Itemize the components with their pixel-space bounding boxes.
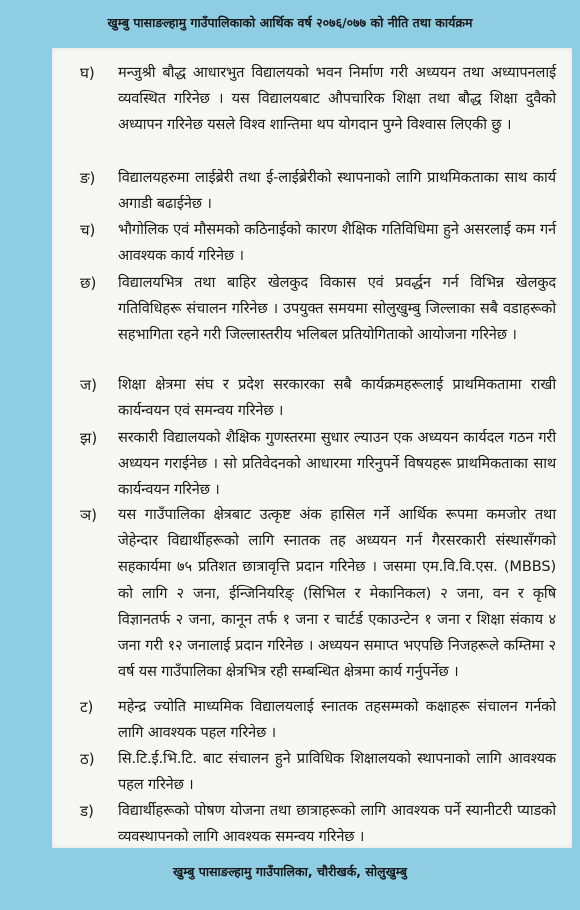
item-marker: ङ) bbox=[80, 169, 96, 187]
item-text: विद्यार्थीहरूको पोषण योजना तथा छात्राहरूको लागि आवश्यक पर्ने स्यानीटरी प्याडको व्यवस्थापनको लागि आवश्यक समन्वय गरिनेछ । bbox=[118, 802, 556, 846]
item-marker: छ) bbox=[80, 274, 97, 292]
item-marker: च) bbox=[80, 221, 96, 239]
item-marker: ठ) bbox=[80, 750, 95, 768]
item-marker: झ) bbox=[80, 429, 98, 447]
item-text: सरकारी विद्यालयको शैक्षिक गुणस्तरमा सुधार ल्याउन एक अध्ययन कार्यदल गठन गरी अध्ययन गराईनेछ । सो प्रतिवेदनको आधारमा गरिनुपर्ने विषयहरू प्राथमिकताका साथ कार्यन्वयन गरिनेछ । bbox=[118, 429, 556, 499]
item-text: भौगोलिक एवं मौसमको कठिनाईको कारण शैक्षिक गतिविधिमा हुने असरलाई कम गर्न आवश्यक कार्य गरिनेछ । bbox=[118, 221, 556, 265]
item-text: विद्यालयभित्र तथा बाहिर खेलकुद विकास एवं प्रवर्द्धन गर्न विभिन्न खेलकुद गतिविधिहरू संचालन गरिनेछ । उपयुक्त समयमा सोलुखुम्बु जिल्लाका सबै वडाहरूको सहभागिता रहने गरी जिल्लास्तरीय भलिबल प्रतियोगिताको आयोजना गरिनेछ । bbox=[118, 274, 556, 344]
header-title: खुम्बु पासाङल्हामु गाउँपालिकाको आर्थिक वर्ष २०७६/०७७ को नीति तथा कार्यक्रम bbox=[107, 14, 473, 30]
item-marker: ड) bbox=[80, 802, 94, 820]
item-text: विद्यालयहरुमा लाईब्रेरी तथा ई-लाईब्रेरीको स्थापनाको लागि प्राथमिकताका साथ कार्य अगाडी बढाईनेछ । bbox=[118, 169, 556, 213]
item-marker: ज) bbox=[80, 376, 97, 394]
item-text: शिक्षा क्षेत्रमा संघ र प्रदेश सरकारका सबै कार्यक्रमहरूलाई प्राथमिकतामा राखी कार्यन्वयन एवं समन्वय गरिनेछ । bbox=[118, 376, 556, 420]
page-footer bbox=[0, 856, 580, 886]
item-text: सि.टि.ई.भि.टि. बाट संचालन हुने प्राविधिक शिक्षालयको स्थापनाको लागि आवश्यक पहल गरिनेछ । bbox=[118, 750, 556, 794]
item-text: महेन्द्र ज्योति माध्यमिक विद्यालयलाई स्नातक तहसम्मको कक्षाहरू संचालन गर्नको लागि आवश्यक पहल गरिनेछ । bbox=[118, 698, 556, 742]
item-marker: ञ) bbox=[80, 506, 97, 524]
footer-text: खुम्बु पासाङल्हामु गाउँपालिका, चौरीखर्क, सोलुखुम्बु bbox=[172, 863, 407, 879]
page-header bbox=[0, 0, 580, 44]
item-text: मन्जुश्री बौद्ध आधारभुत विद्यालयको भवन निर्माण गरी अध्ययन तथा अध्यापनलाई व्यवस्थित गरिनेछ । यस विद्यालयबाट औपचारिक शिक्षा तथा बौद्ध शिक्षा दुवैको अध्यापन गरिनेछ यसले विश्व शान्तिमा थप योगदान पुग्ने विश्वास लिएकी छु । bbox=[118, 64, 556, 134]
item-marker: घ) bbox=[80, 64, 95, 82]
item-text: यस गाउँपालिका क्षेत्रबाट उत्कृष्ट अंक हासिल गर्ने आर्थिक रूपमा कमजोर तथा जेहेन्दार विद्यार्थीहरूको लागि स्नातक तह अध्ययन गर्न गैरसरकारी संस्थासँगको सहकार्यमा ७५ प्रतिशत छात्रावृत्ति प्रदान गरिनेछ । जसमा एम.वि.वि.एस. (MBBS) को लागि २ जना, ईन्जिनियरिङ् (सिभिल र मेकानिकल) २ जना, वन र कृषि विज्ञानतर्फ २ जना, कानून तर्फ १ जना र चार्टर्ड एकाउन्टेन १ जना र शिक्षा संकाय ४ जना गरी १२ जनालाई प्रदान गरिनेछ । अध्ययन समाप्त भएपछि निजहरूले कम्तिमा २ वर्ष यस गाउँपालिका क्षेत्रभित्र रही सम्बन्धित क्षेत्रमा कार्य गर्नुपर्नेछ । bbox=[118, 506, 556, 681]
item-marker: ट) bbox=[80, 698, 94, 716]
